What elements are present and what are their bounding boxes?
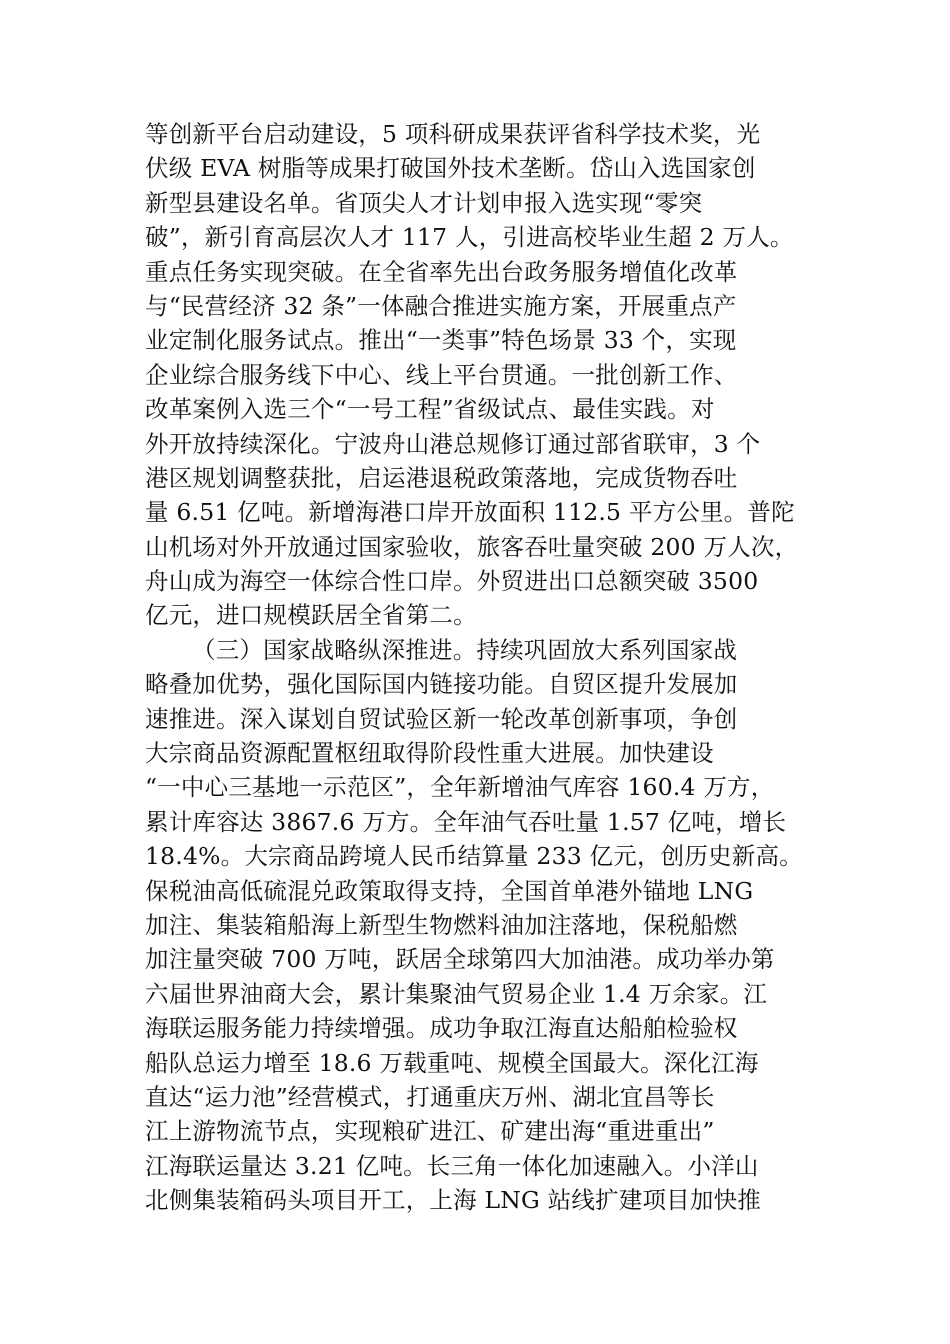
- text-line: 重点任务实现突破。在全省率先出台政务服务增值化改革: [145, 257, 738, 286]
- text-line: 量 6.51 亿吨。新增海港口岸开放面积 112.5 平方公里。普陀: [145, 498, 795, 527]
- body-text: [145, 117, 835, 1218]
- text-line: 业定制化服务试点。推出“一类事”特色场景 33 个，实现: [145, 326, 737, 355]
- text-line: 保税油高低硫混兑政策取得支持，全国首单港外锚地 LNG: [145, 876, 754, 905]
- text-line: 直达“运力池”经营模式，打通重庆万州、湖北宜昌等长: [145, 1082, 715, 1111]
- text-line: 等创新平台启动建设，5 项科研成果获评省科学技术奖，光: [145, 120, 761, 148]
- text-line: 大宗商品资源配置枢纽取得阶段性重大进展。加快建设: [145, 739, 714, 768]
- section-heading-line: （三）国家战略纵深推进。持续巩固放大系列国家战: [192, 635, 738, 664]
- text-line: 改革案例入选三个“一号工程”省级试点、最佳实践。对: [145, 395, 715, 424]
- text-line: 加注、集装箱船海上新型生物燃料油加注落地，保税船燃: [145, 910, 738, 939]
- text-line: 山机场对外开放通过国家验收，旅客吞吐量突破 200 万人次，: [145, 532, 799, 561]
- text-line: 江海联运量达 3.21 亿吨。长三角一体化加速融入。小洋山: [145, 1151, 759, 1180]
- text-line: 六届世界油商大会，累计集聚油气贸易企业 1.4 万余家。江: [145, 979, 768, 1008]
- text-line: 加注量突破 700 万吨，跃居全球第四大加油港。成功举办第: [145, 945, 775, 974]
- text-line: 速推进。深入谋划自贸试验区新一轮改革创新事项，争创: [145, 704, 738, 733]
- text-line: 新型县建设名单。省顶尖人才计划申报入选实现“零突: [145, 188, 703, 217]
- text-line: 外开放持续深化。宁波舟山港总规修订通过部省联审，3 个: [145, 429, 761, 458]
- text-line: 18.4%。大宗商品跨境人民币结算量 233 亿元，创历史新高。: [145, 842, 803, 871]
- text-line: “一中心三基地一示范区”，全年新增油气库容 160.4 万方，: [145, 773, 775, 802]
- text-line: 江上游物流节点，实现粮矿进江、矿建出海“重进重出”: [145, 1117, 715, 1146]
- text-line: 略叠加优势，强化国际国内链接功能。自贸区提升发展加: [145, 670, 738, 699]
- text-line: 伏级 EVA 树脂等成果打破国外技术垄断。岱山入选国家创: [145, 154, 756, 183]
- text-line: 港区规划调整获批，启运港退税政策落地，完成货物吞吐: [145, 463, 738, 492]
- text-line: 破”，新引育高层次人才 117 人，引进高校毕业生超 2 万人。: [145, 223, 794, 252]
- text-line: 船队总运力增至 18.6 万载重吨、规模全国最大。深化江海: [145, 1048, 759, 1077]
- text-line: 企业综合服务线下中心、线上平台贯通。一批创新工作、: [145, 360, 738, 389]
- text-line: 北侧集装箱码头项目开工，上海 LNG 站线扩建项目加快推: [145, 1186, 761, 1215]
- text-line: 亿元，进口规模跃居全省第二。: [145, 601, 477, 630]
- text-line: 舟山成为海空一体综合性口岸。外贸进出口总额突破 3500: [145, 567, 759, 596]
- text-line: 累计库容达 3867.6 万方。全年油气吞吐量 1.57 亿吨，增长: [145, 807, 787, 836]
- text-line: 与“民营经济 32 条”一体融合推进实施方案，开展重点产: [145, 291, 737, 320]
- text-line: 海联运服务能力持续增强。成功争取江海直达船舶检验权: [145, 1014, 738, 1043]
